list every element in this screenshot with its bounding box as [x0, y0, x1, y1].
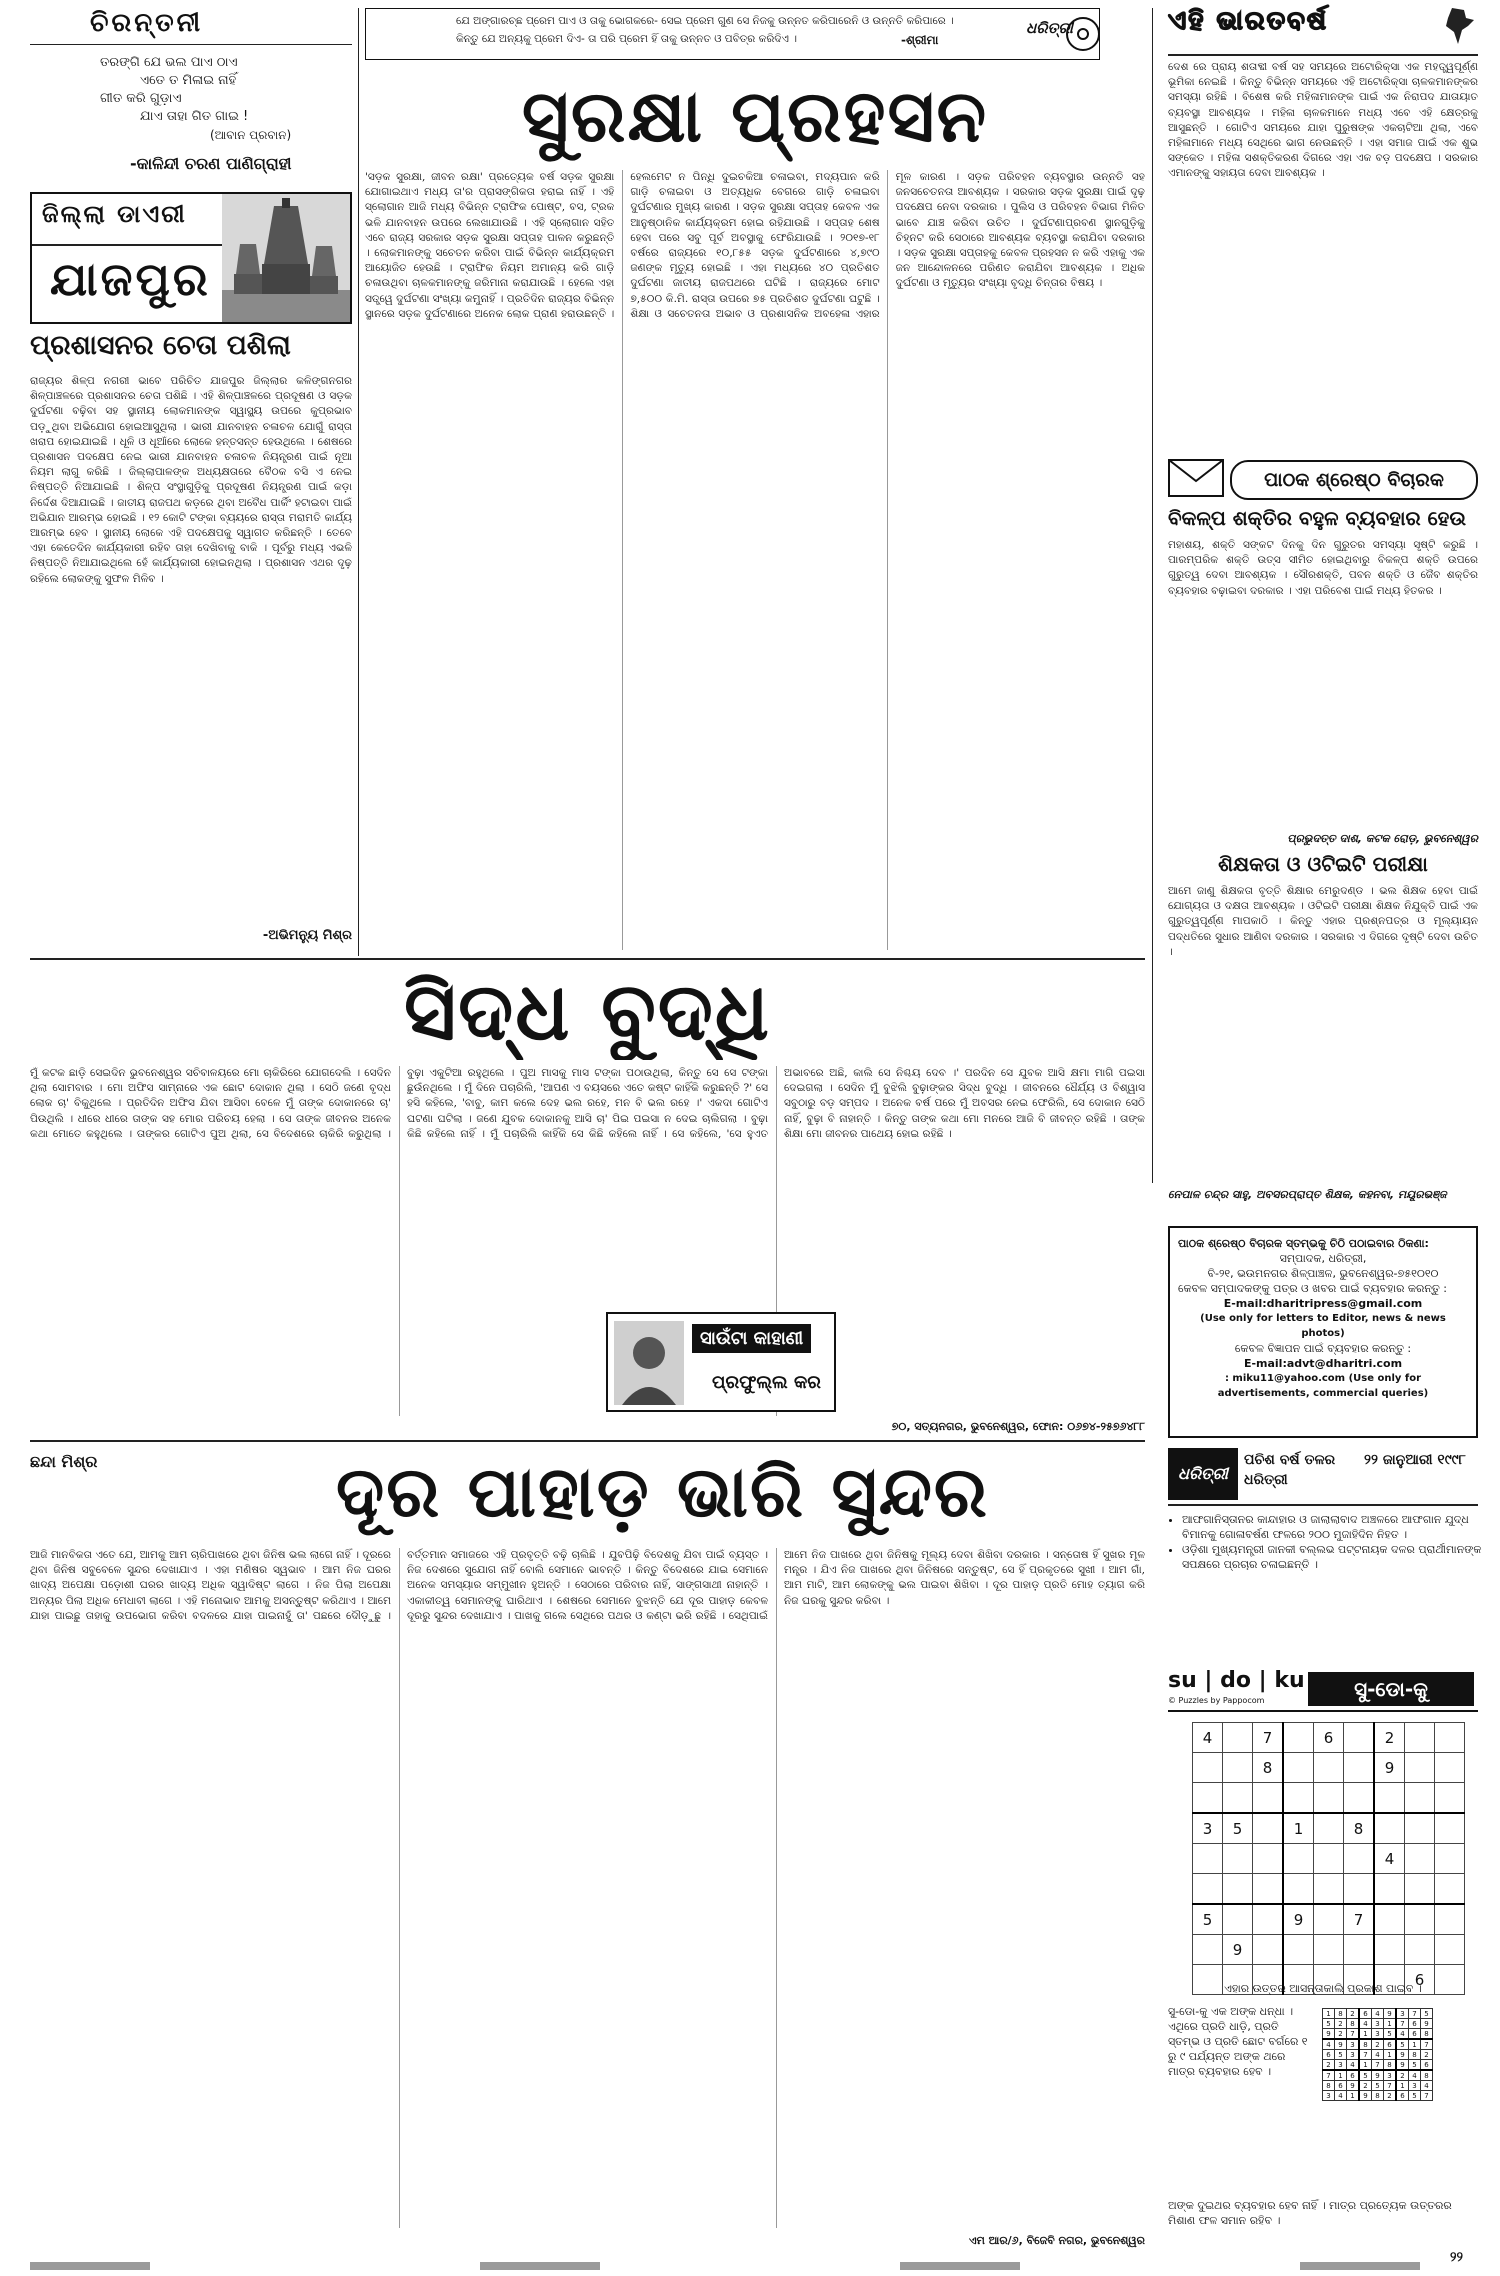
sudoku-row	[1323, 2019, 1433, 2029]
solution-cell: 8	[1421, 2029, 1433, 2040]
story2-author: -ଅଭିମନ୍ୟୁ ମିଶ୍ର	[262, 928, 352, 943]
solution-cell: 9	[1359, 2091, 1372, 2101]
sudoku-row	[1323, 2070, 1433, 2081]
story2	[30, 330, 352, 950]
sudoku-row	[1193, 1904, 1465, 1935]
sudoku-row	[1323, 2029, 1433, 2040]
solution-cell: 9	[1396, 2060, 1409, 2071]
sudoku-cell[interactable]	[1435, 1844, 1465, 1874]
solution-cell: 3	[1396, 2009, 1409, 2019]
solution-cell: 5	[1409, 2091, 1421, 2101]
contact-addr2: ବି-୨୧, ଭଉମନଗର ଶିଳ୍ପାଞ୍ଚଳ, ଭୁବନେଶ୍ୱର-୭୫୧୦୧୦	[1207, 1267, 1439, 1280]
sudoku-cell[interactable]	[1405, 1753, 1435, 1783]
sudoku-cell[interactable]	[1435, 1783, 1465, 1814]
contact-box	[1168, 1226, 1478, 1438]
solution-cell: 6	[1421, 2060, 1433, 2071]
solution-cell: 1	[1384, 2019, 1397, 2029]
contact-intro: ପାଠକ ଶ୍ରେଷ୍ଠ ବିଚାରକ ସ୍ତମ୍ଭକୁ ଚିଠି ପଠାଇବାର ଠିକଣା:	[1178, 1237, 1429, 1250]
solution-cell: 6	[1359, 2009, 1372, 2019]
sudoku-cell[interactable]	[1223, 1904, 1253, 1935]
sudoku-cell[interactable]: 9	[1283, 1904, 1314, 1935]
sudoku-cell[interactable]	[1435, 1813, 1465, 1844]
sudoku-row	[1193, 1935, 1465, 1965]
verse-line: ଏତେ ତ ମିଳାଇ ନାହିଁ	[140, 73, 237, 88]
story2-body: ରାଜ୍ୟର ଶିଳ୍ପ ନଗରୀ ଭାବେ ପରିଚିତ ଯାଜପୁର ଜିଲ୍ଲାର କଳିଙ୍ଗନଗର ଶିଳ୍ପାଞ୍ଚଳରେ ପ୍ରଶାସନର ଚେତା ପଶିଛି । ଏହି ଶିଳ୍ପାଞ୍ଚଳରେ ପ୍ରଦୂଷଣ ଓ ସଡ଼କ ଦୁର୍ଘଟଣା ବଢ଼ିବା ସହ ସ୍ଥାନୀୟ ଲୋକମାନଙ୍କ ସ୍ୱାସ୍ଥ୍ୟ ଉପରେ କୁପ୍ରଭାବ ପଡ଼ୁଥିବା ଅଭିଯୋଗ ହୋଇଆସୁଥିଲା । ଭାରୀ ଯାନବାହନ ଚଳାଚଳ ଯୋଗୁଁ ରାସ୍ତା ଖରାପ ହୋଇଯାଇଛି । ଧୂଳି ଓ ଧୂଆଁରେ ଲୋକେ ହନ୍ତସନ୍ତ ହେଉଥିଲେ । ଶେଷରେ ପ୍ରଶାସନ ପଦକ୍ଷେପ ନେଇ ଭାରୀ ଯାନବାହନ ଚଳାଚଳ ନିୟନ୍ତ୍ରଣ ପାଇଁ ନୂଆ ନିୟମ ଲାଗୁ କରିଛି । ଜିଲ୍ଲାପାଳଙ୍କ ଅଧ୍ୟକ୍ଷତାରେ ବୈଠକ ବସି ଏ ନେଇ ନିଷ୍ପତ୍ତି ନିଆଯାଇଛି । ଶିଳ୍ପ ସଂସ୍ଥାଗୁଡ଼ିକୁ ପ୍ରଦୂଷଣ ନିୟନ୍ତ୍ରଣ ପାଇଁ କଡ଼ା ନିର୍ଦ୍ଦେଶ ଦିଆଯାଇଛି । ଜାତୀୟ ରାଜପଥ କଡ଼ରେ ଥିବା ଅବୈଧ ପାର୍କିଂ ହଟାଇବା ପାଇଁ ଅଭିଯାନ ଆରମ୍ଭ ହୋଇଛି । ୧୨ କୋଟି ଟଙ୍କା ବ୍ୟୟରେ ରାସ୍ତା ମରାମତି କାର୍ଯ୍ୟ ଆରମ୍ଭ ହେବ । ସ୍ଥାନୀୟ ଲୋକେ ଏହି ପଦକ୍ଷେପକୁ ସ୍ୱାଗତ କରିଛନ୍ତି । ତେବେ ଏହା କେତେଦିନ କାର୍ଯ୍ୟକାରୀ ରହିବ ତାହା ଦେଖିବାକୁ ବାକି । ପୂର୍ବରୁ ମଧ୍ୟ ଏଭଳି ନିଷ୍ପତ୍ତି ନିଆଯାଇଥିଲେ ହେଁ କାର୍ଯ୍ୟକାରୀ ହୋଇନଥିଲା । ପ୍ରଶାସନ ଏଥର ଦୃଢ଼ ରହିଲେ ଲୋକଙ୍କୁ ସୁଫଳ ମିଳିବ ।	[30, 375, 352, 585]
solution-cell: 3	[1335, 2060, 1347, 2071]
page-number: ୨୨	[1450, 2250, 1463, 2265]
sudoku-cell[interactable]	[1374, 1783, 1405, 1814]
solution-cell: 5	[1323, 2019, 1335, 2029]
solution-cell: 2	[1323, 2060, 1335, 2071]
solution-cell: 5	[1421, 2009, 1433, 2019]
chirantani-title: ଚିରନ୍ତନୀ	[90, 8, 204, 38]
sudoku-credit: © Puzzles by Pappocom	[1168, 1696, 1265, 1705]
sudoku-cell[interactable]: 6	[1405, 1965, 1435, 1995]
column-author: ପ୍ରଫୁଲ୍ଲ କର	[712, 1372, 821, 1393]
archive-item: • ଆଫଗାନିସ୍ତାନର କାନ୍ଦାହାର ଓ ଜାଲାଲାବାଦ ଅଞ୍ଚଳରେ ଆଫଗାନ ଯୁଦ୍ଧ ବିମାନକୁ ଗୋଳାବର୍ଷଣ ଫଳରେ ୨୦୦ ମୁଜାହିଦିନ ନିହତ ।	[1182, 1512, 1492, 1542]
sudoku-cell[interactable]	[1283, 1874, 1314, 1905]
sudoku-cell[interactable]	[1344, 1874, 1375, 1905]
sudoku-footer: ଅଙ୍କ ଦୁଇଥର ବ୍ୟବହାର ହେବ ନାହିଁ । ମାତ୍ର ପ୍ରତ୍ୟେକ ଉତ୍ତରର ମିଶାଣ ଫଳ ସମାନ ରହିବ ।	[1168, 2199, 1452, 2227]
quote-box	[365, 8, 1100, 60]
chirantani-verse	[100, 54, 291, 144]
footer-bar	[480, 2262, 600, 2270]
solution-cell: 5	[1396, 2039, 1409, 2050]
solution-cell: 3	[1347, 2039, 1360, 2050]
sudoku-cell[interactable]	[1283, 1723, 1314, 1753]
solution-cell: 6	[1335, 2081, 1347, 2091]
chakra-icon	[1066, 17, 1100, 51]
sudoku-cell[interactable]	[1193, 1753, 1223, 1783]
sudoku-cell[interactable]: 7	[1253, 1723, 1284, 1753]
india-map-icon	[1438, 6, 1478, 46]
sudoku-cell[interactable]	[1253, 1844, 1284, 1874]
ad-email[interactable]: E-mail:advt@dharitri.com	[1243, 1357, 1403, 1370]
sudoku-cell[interactable]	[1435, 1935, 1465, 1965]
verse-line: ଗୀତ କରି ଗୁଡ଼ାଏ	[100, 91, 182, 106]
sudoku-row	[1193, 1783, 1465, 1814]
solution-cell: 1	[1359, 2029, 1372, 2040]
sudoku-row	[1323, 2091, 1433, 2101]
sudoku-cell[interactable]	[1223, 1844, 1253, 1874]
sudoku-cell[interactable]	[1344, 1723, 1375, 1753]
solution-cell: 5	[1359, 2070, 1372, 2081]
dharitri-logo-archive: ଧରିତ୍ରୀ	[1168, 1448, 1238, 1500]
footer-bar	[900, 2262, 1020, 2270]
solution-cell: 4	[1421, 2081, 1433, 2091]
quote-line-1: ଯେ ଅଙ୍ଗାରଚ୍ଛ ପ୍ରେମ ପାଏ ଓ ତାକୁ ଭୋଗକରେ- ସେଇ ପ୍ରେମ ଗୁଣ ସେ ନିଜକୁ ଉନ୍ନତ କରିପାରେନି ଓ ଉନ୍ନତି କରିପାରେ ।	[456, 15, 954, 27]
sudoku-cell[interactable]	[1314, 1844, 1344, 1874]
sudoku-cell[interactable]: 8	[1344, 1813, 1375, 1844]
sudoku-cell[interactable]	[1405, 1935, 1435, 1965]
solution-cell: 4	[1409, 2070, 1421, 2081]
sudoku-brand: su | do | ku	[1168, 1668, 1305, 1693]
sudoku-cell[interactable]: 9	[1374, 1753, 1405, 1783]
solution-cell: 5	[1372, 2081, 1384, 2091]
solution-cell: 1	[1409, 2039, 1421, 2050]
sudoku-header	[1168, 1668, 1478, 1712]
sudoku-cell[interactable]	[1253, 1874, 1284, 1905]
verse-line: ଯାଏ ତାହା ଗିତ ଗାଇ !	[140, 109, 249, 124]
solution-cell: 8	[1347, 2019, 1360, 2029]
solution-cell: 8	[1335, 2009, 1347, 2019]
solution-cell: 2	[1335, 2019, 1347, 2029]
sudoku-cell[interactable]	[1314, 1935, 1344, 1965]
sudoku-row	[1193, 1723, 1465, 1753]
editor-email-note: (Use only for letters to Editor, news & news photos)	[1200, 1313, 1446, 1339]
solution-cell: 5	[1335, 2050, 1347, 2060]
solution-cell: 4	[1396, 2029, 1409, 2040]
solution-cell: 2	[1359, 2081, 1372, 2091]
ad-note: କେବଳ ବିଜ୍ଞାପନ ପାଇଁ ବ୍ୟବହାର କରନ୍ତୁ :	[1234, 1342, 1412, 1355]
sudoku-cell[interactable]	[1193, 1874, 1223, 1905]
solution-cell: 6	[1384, 2039, 1397, 2050]
sudoku-cell[interactable]	[1435, 1723, 1465, 1753]
solution-cell: 7	[1421, 2091, 1433, 2101]
sudoku-cell[interactable]	[1374, 1904, 1405, 1935]
solution-cell: 1	[1359, 2060, 1372, 2071]
chirantani-box	[30, 8, 352, 186]
editor-email[interactable]: E-mail:dharitripress@gmail.com	[1223, 1297, 1423, 1310]
sudoku-cell[interactable]	[1344, 1753, 1375, 1783]
solution-cell: 4	[1323, 2039, 1335, 2050]
envelope-icon	[1168, 459, 1224, 497]
solution-cell: 9	[1396, 2050, 1409, 2060]
sudoku-cell[interactable]	[1405, 1904, 1435, 1935]
solution-cell: 7	[1359, 2050, 1372, 2060]
column-byline-box	[606, 1312, 836, 1412]
story4-headline: ଦୂର ପାହାଡ଼ ଭାରି ସୁନ୍ଦର	[336, 1451, 989, 1533]
story1-body: 'ସଡ଼କ ସୁରକ୍ଷା, ଜୀବନ ରକ୍ଷା' ପ୍ରତ୍ୟେକ ବର୍ଷ ସଡ଼କ ସୁରକ୍ଷା ଯୋଗାଇଥାଏ ମଧ୍ୟ ତା'ର ପ୍ରାସଙ୍ଗିକତା ହରାଇ ନାହିଁ । ଏହି ସ୍ଲୋଗାନ ଆଜି ମଧ୍ୟ ବିଭିନ୍ନ ଟ୍ରାଫିକ ପୋଷ୍ଟ, ବସ, ଟ୍ରକ ଭଳି ଯାନବାହନ ଉପରେ ଲେଖାଯାଉଛି । ଏହି ସ୍ଲୋଗାନ ସହିତ ଏବେ ରାଜ୍ୟ ସରକାର ସଡ଼କ ସୁରକ୍ଷା ସପ୍ତାହ ପାଳନ କରୁଛନ୍ତି । ଲୋକମାନଙ୍କୁ ସଚେତନ କରିବା ପାଇଁ ବିଭିନ୍ନ କାର୍ଯ୍ୟକ୍ରମ ଆୟୋଜିତ ହେଉଛି । ଟ୍ରାଫିକ ନିୟମ ଅମାନ୍ୟ କରି ଗାଡ଼ି ଚଳାଉଥିବା ଚାଳକମାନଙ୍କୁ ଜରିମାନା କରାଯାଉଛି । ହେଲେ ଏହା ସତ୍ତ୍ୱେ ଦୁର୍ଘଟଣା ସଂଖ୍ୟା କମୁନାହିଁ । ପ୍ରତିଦିନ ରାଜ୍ୟର ବିଭିନ୍ନ ସ୍ଥାନରେ ସଡ଼କ ଦୁର୍ଘଟଣାରେ ଅନେକ ଲୋକ ପ୍ରାଣ ହରାଉଛନ୍ତି । ହେଲମେଟ ନ ପିନ୍ଧି ଦୁଇଚକିଆ ଚଳାଇବା, ମଦ୍ୟପାନ କରି ଗାଡ଼ି ଚଳାଇବା ଓ ଅତ୍ୟଧିକ ବେଗରେ ଗାଡ଼ି ଚଳାଇବା ଦୁର୍ଘଟଣାର ମୁଖ୍ୟ କାରଣ । ସଡ଼କ ସୁରକ୍ଷା ସପ୍ତାହ କେବଳ ଏକ ଆନୁଷ୍ଠାନିକ କାର୍ଯ୍ୟକ୍ରମ ହୋଇ ରହିଯାଉଛି । ସପ୍ତାହ ଶେଷ ହେବା ପରେ ସବୁ ପୂର୍ବ ଅବସ୍ଥାକୁ ଫେରିଯାଉଛି । ୨୦୧୭-୧୮ ବର୍ଷରେ ରାଜ୍ୟରେ ୧୦,୮୫୫ ସଡ଼କ ଦୁର୍ଘଟଣାରେ ୪,୭୯୦ ଜଣଙ୍କ ମୃତ୍ୟୁ ହୋଇଛି । ଏହା ମଧ୍ୟରେ ୪୦ ପ୍ରତିଶତ ଦୁର୍ଘଟଣା ଜାତୀୟ ରାଜପଥରେ ଘଟିଛି । ରାଜ୍ୟରେ ମୋଟ ୭,୫୦୦ କି.ମି. ରାସ୍ତା ଉପରେ ୭୫ ପ୍ରତିଶତ ଦୁର୍ଘଟଣା ଘଟୁଛି । ଶିକ୍ଷା ଓ ସଚେତନତା ଅଭାବ ଓ ପ୍ରଶାସନିକ ଅବହେଳା ଏହାର ମୂଳ କାରଣ । ସଡ଼କ ପରିବହନ ବ୍ୟବସ୍ଥାର ଉନ୍ନତି ସହ ଜନସଚେତନତା ଆବଶ୍ୟକ । ସରକାର ସଡ଼କ ସୁରକ୍ଷା ପାଇଁ ଦୃଢ଼ ପଦକ୍ଷେପ ନେବା ଦରକାର । ପୁଲିସ ଓ ପରିବହନ ବିଭାଗ ମିଳିତ ଭାବେ ଯାଞ୍ଚ କରିବା ଉଚିତ । ଦୁର୍ଘଟଣାପ୍ରବଣ ସ୍ଥାନଗୁଡ଼ିକୁ ଚିହ୍ନଟ କରି ସେଠାରେ ଆବଶ୍ୟକ ବ୍ୟବସ୍ଥା କରାଯିବା ଦରକାର । ସଡ଼କ ସୁରକ୍ଷା ସପ୍ତାହକୁ କେବଳ ପ୍ରହସନ ନ କରି ଏହାକୁ ଏକ ଜନ ଆନ୍ଦୋଳନରେ ପରିଣତ କରାଯିବା ଆବଶ୍ୟକ । ଅଧିକ ଦୁର୍ଘଟଣା ଓ ମୃତ୍ୟୁର ସଂଖ୍ୟା ବୃଦ୍ଧି ଚିନ୍ତାର ବିଷୟ ।	[365, 171, 1145, 320]
sudoku-row	[1323, 2039, 1433, 2050]
sudoku-cell[interactable]	[1283, 1844, 1314, 1874]
solution-cell: 3	[1347, 2050, 1360, 2060]
solution-cell: 9	[1323, 2029, 1335, 2040]
solution-cell: 1	[1347, 2091, 1360, 2101]
solution-cell: 8	[1323, 2081, 1335, 2091]
sudoku-cell[interactable]	[1405, 1844, 1435, 1874]
story3-body: ମୁଁ କଟକ ଛାଡ଼ି ସେଇଦିନ ଭୁବନେଶ୍ୱର ସଚିବାଳୟରେ ମୋ ଚାକିରିରେ ଯୋଗଦେଲି । ସେଦିନ ଥିଲା ସୋମବାର । ମୋ ଅଫିସ ସାମ୍ନାରେ ଏକ ଛୋଟ ଦୋକାନ ଥିଲା । ସେଠି ଜଣେ ବୃଦ୍ଧ ଲୋକ ଚା' ବିକୁଥିଲେ । ପ୍ରତିଦିନ ଅଫିସ ଯିବା ଆସିବା ବେଳେ ମୁଁ ତାଙ୍କ ଦୋକାନରେ ଚା' ପିଉଥିଲି । ଧୀରେ ଧୀରେ ତାଙ୍କ ସହ ମୋର ପରିଚୟ ହେଲା । ସେ ତାଙ୍କ ଜୀବନର ଅନେକ କଥା ମୋତେ କହୁଥିଲେ । ତାଙ୍କର ଗୋଟିଏ ପୁଅ ଥିଲା, ସେ ବିଦେଶରେ ଚାକିରି କରୁଥିଲା । ବୁଢ଼ା ଏକୁଟିଆ ରହୁଥିଲେ । ପୁଅ ମାସକୁ ମାସ ଟଙ୍କା ପଠାଉଥିଲା, କିନ୍ତୁ ସେ ସେ ଟଙ୍କା ଛୁଉଁନଥିଲେ । ମୁଁ ଦିନେ ପଚାରିଲି, 'ଆପଣ ଏ ବୟସରେ ଏତେ କଷ୍ଟ କାହିଁକି କରୁଛନ୍ତି ?' ସେ ହସି କହିଲେ, 'ବାବୁ, କାମ କଲେ ଦେହ ଭଲ ରହେ, ମନ ବି ଭଲ ରହେ ।' ଏକଦା ଗୋଟିଏ ଘଟଣା ଘଟିଲା । ଜଣେ ଯୁବକ ଦୋକାନକୁ ଆସି ଚା' ପିଇ ପଇସା ନ ଦେଇ ଚାଲିଗଲା । ବୁଢ଼ା କିଛି କହିଲେ ନାହିଁ । ମୁଁ ପଚାରିଲି କାହିଁକି ସେ କିଛି କହିଲେ ନାହିଁ । ସେ କହିଲେ, 'ସେ ହୁଏତ ଅଭାବରେ ଅଛି, କାଲି ସେ ନିଶ୍ଚୟ ଦେବ ।' ପରଦିନ ସେ ଯୁବକ ଆସି କ୍ଷମା ମାଗି ପଇସା ଦେଇଗଲା । ସେଦିନ ମୁଁ ବୁଝିଲି ବୁଢ଼ାଙ୍କର ସିଦ୍ଧ ବୁଦ୍ଧି । ଜୀବନରେ ଧୈର୍ଯ୍ୟ ଓ ବିଶ୍ୱାସ ସବୁଠାରୁ ବଡ଼ ସମ୍ପଦ । ଅନେକ ବର୍ଷ ପରେ ମୁଁ ଅବସର ନେଇ ଫେରିଲି, ସେ ଦୋକାନ ସେଠି ନାହିଁ, ବୁଢ଼ା ବି ନାହାନ୍ତି । କିନ୍ତୁ ତାଙ୍କ କଥା ମୋ ମନରେ ଆଜି ବି ଜୀବନ୍ତ ରହିଛି । ତାଙ୍କ ଶିକ୍ଷା ମୋ ଜୀବନର ପାଥେୟ ହୋଇ ରହିଛି ।	[30, 1067, 1145, 1140]
sudoku-cell[interactable]	[1405, 1723, 1435, 1753]
sudoku-cell[interactable]: 1	[1283, 1813, 1314, 1844]
story3-headline: ସିଦ୍ଧ ବୁଦ୍ଧି	[404, 965, 771, 1058]
right-intro: ଦେଶ ରେ ପ୍ରାୟ ଶତାବ୍ଦୀ ବର୍ଷ ସହ ସମୟରେ ଅଟୋରିକ୍ସା ଏକ ମହତ୍ତ୍ୱପୂର୍ଣ୍ଣ ଭୂମିକା ନେଇଛି । କିନ୍ତୁ ବିଭିନ୍ନ ସମୟରେ ଏହି ଅଟୋରିକ୍ସା ଚାଳକମାନଙ୍କର ସମସ୍ୟା ରହିଛି । ବିଶେଷ କରି ମହିଳାମାନଙ୍କ ପାଇଁ ଏକ ନିରାପଦ ଯାତାୟାତ ବ୍ୟବସ୍ଥା ଆବଶ୍ୟକ । ମହିଳା ଚାଳକମାନେ ମଧ୍ୟ ଏବେ ଏହି କ୍ଷେତ୍ରକୁ ଆସୁଛନ୍ତି । ଗୋଟିଏ ସମୟରେ ଯାହା ପୁରୁଷଙ୍କ ଏକଚାଟିଆ ଥିଲା, ଏବେ ମହିଳାମାନେ ମଧ୍ୟ ସେଥିରେ ଭାଗ ନେଉଛନ୍ତି । ଏହା ସମାଜ ପାଇଁ ଏକ ଶୁଭ ସଙ୍କେତ । ମହିଳା ସଶକ୍ତିକରଣ ଦିଗରେ ଏହା ଏକ ବଡ଼ ପଦକ୍ଷେପ । ସରକାର ଏମାନଙ୍କୁ ସହାୟତା ଦେବା ଆବଶ୍ୟକ ।	[1168, 61, 1478, 180]
story4-section: ଛନ୍ଦା ମିଶ୍ର	[30, 1452, 98, 1471]
solution-cell: 6	[1409, 2019, 1421, 2029]
solution-cell: 8	[1384, 2060, 1397, 2071]
sudoku-cell[interactable]	[1314, 1874, 1344, 1905]
solution-cell: 7	[1396, 2019, 1409, 2029]
sudoku-cell[interactable]	[1435, 1874, 1465, 1905]
solution-cell: 4	[1347, 2060, 1360, 2071]
solution-cell: 1	[1396, 2081, 1409, 2091]
solution-cell: 9	[1335, 2039, 1347, 2050]
sudoku-cell[interactable]	[1405, 1783, 1435, 1814]
sudoku-cell[interactable]	[1405, 1874, 1435, 1905]
jilla-diary-banner	[30, 192, 352, 324]
solution-cell: 6	[1396, 2091, 1409, 2101]
sudoku-title: ସୁ-ଡୋ-କୁ	[1308, 1672, 1474, 1706]
solution-cell: 7	[1409, 2009, 1421, 2019]
sudoku-row	[1323, 2081, 1433, 2091]
solution-cell: 7	[1384, 2081, 1397, 2091]
solution-cell: 1	[1384, 2050, 1397, 2060]
footer-bar	[30, 2262, 150, 2270]
sudoku-cell[interactable]	[1344, 1935, 1375, 1965]
sudoku-row	[1323, 2050, 1433, 2060]
sudoku-cell[interactable]	[1314, 1783, 1344, 1814]
letters-header	[1168, 456, 1478, 500]
sudoku-cell[interactable]	[1223, 1753, 1253, 1783]
solution-cell: 1	[1335, 2070, 1347, 2081]
letter1-body: ମହାଶୟ, ଶକ୍ତି ସଙ୍କଟ ଦିନକୁ ଦିନ ଗୁରୁତର ସମସ୍ୟା ସୃଷ୍ଟି କରୁଛି । ପାରମ୍ପରିକ ଶକ୍ତି ଉତ୍ସ ସୀମିତ ହୋଇଥିବାରୁ ବିକଳ୍ପ ଶକ୍ତି ଉପରେ ଗୁରୁତ୍ୱ ଦେବା ଆବଶ୍ୟକ । ସୌରଶକ୍ତି, ପବନ ଶକ୍ତି ଓ ଜୈବ ଶକ୍ତିର ବ୍ୟବହାର ବଢ଼ାଇବା ଦରକାର । ଏହା ପରିବେଶ ପାଇଁ ମଧ୍ୟ ହିତକର ।	[1168, 539, 1478, 597]
sudoku-cell[interactable]	[1374, 1874, 1405, 1905]
story1-headline: ସୁରକ୍ଷା ପ୍ରହସନ	[521, 74, 989, 158]
solution-cell: 3	[1409, 2081, 1421, 2091]
letter1-title: ବିକଳ୍ପ ଶକ୍ତିର ବହୁଳ ବ୍ୟବହାର ହେଉ	[1168, 506, 1466, 530]
letter2-author: ନେପାଳ ଚନ୍ଦ୍ର ସାହୁ, ଅବସରପ୍ରାପ୍ତ ଶିକ୍ଷକ, କହନବା, ମୟୂରଭଞ୍ଜ	[1168, 1188, 1447, 1201]
solution-cell: 2	[1347, 2009, 1360, 2019]
temple-image	[222, 194, 350, 322]
sudoku-cell[interactable]	[1435, 1753, 1465, 1783]
solution-cell: 2	[1421, 2050, 1433, 2060]
sudoku-cell[interactable]: 5	[1193, 1904, 1223, 1935]
sudoku-rules: ସୁ-ଡୋ-କୁ ଏକ ଅଙ୍କ ଧନ୍ଧା । ଏଥିରେ ପ୍ରତି ଧାଡ଼ି, ପ୍ରତି ସ୍ତମ୍ଭ ଓ ପ୍ରତି ଛୋଟ ବର୍ଗରେ ୧ ରୁ ୯ ପର୍ଯ୍ୟନ୍ତ ଅଙ୍କ ଥରେ ମାତ୍ର ବ୍ୟବହାର ହେବ ।	[1168, 2005, 1308, 2078]
sudoku-cell[interactable]	[1253, 1904, 1284, 1935]
archive-item: • ଓଡ଼ିଶା ମୁଖ୍ୟମନ୍ତ୍ରୀ ଜାନକୀ ବଲ୍ଲଭ ପଟ୍ଟନାୟକ ଦଳର ପ୍ରାର୍ଥୀମାନଙ୍କ ସପକ୍ଷରେ ପ୍ରଚାର ଚଳାଇଛନ୍ତି ।	[1182, 1542, 1492, 1572]
column-label: ସାଉଁଟା କାହାଣୀ	[692, 1324, 811, 1353]
sudoku-cell[interactable]: 8	[1253, 1753, 1284, 1783]
solution-cell: 7	[1421, 2039, 1433, 2050]
sudoku-cell[interactable]: 4	[1193, 1723, 1223, 1753]
footer-bar	[1300, 2262, 1420, 2270]
bharatbarsha-title: ଏହି ଭାରତବର୍ଷ	[1168, 6, 1329, 36]
solution-cell: 3	[1372, 2029, 1384, 2040]
solution-cell: 4	[1372, 2009, 1384, 2019]
sudoku-cell[interactable]: 6	[1314, 1723, 1344, 1753]
sudoku-grid[interactable]	[1192, 1722, 1465, 1995]
sudoku-cell[interactable]: 2	[1374, 1723, 1405, 1753]
sudoku-cell[interactable]	[1314, 1753, 1344, 1783]
solution-cell: 3	[1323, 2091, 1335, 2101]
sudoku-cell[interactable]: 7	[1344, 1904, 1375, 1935]
verse-line: ତରଙ୍ଗି ଯେ ଭଲ ପାଏ ଠାଏ	[100, 55, 238, 70]
sudoku-cell[interactable]: 3	[1193, 1813, 1223, 1844]
sudoku-cell[interactable]	[1223, 1783, 1253, 1814]
solution-cell: 5	[1409, 2060, 1421, 2071]
solution-cell: 2	[1396, 2070, 1409, 2081]
sudoku-cell[interactable]	[1223, 1874, 1253, 1905]
sudoku-cell[interactable]	[1344, 1844, 1375, 1874]
sudoku-cell[interactable]	[1283, 1753, 1314, 1783]
solution-cell: 1	[1323, 2009, 1335, 2019]
solution-cell: 8	[1409, 2050, 1421, 2060]
letters-title: ପାଠକ ଶ୍ରେଷ୍ଠ ବିଚାରକ	[1230, 460, 1478, 500]
author-portrait	[614, 1321, 684, 1405]
solution-cell: 9	[1372, 2070, 1384, 2081]
solution-cell: 6	[1323, 2050, 1335, 2060]
bharatbarsha-header	[1168, 6, 1478, 52]
letter2-title: ଶିକ୍ଷକତା ଓ ଓଟିଇଟି ପରୀକ୍ଷା	[1218, 852, 1428, 876]
sudoku-cell[interactable]	[1253, 1935, 1284, 1965]
solution-cell: 8	[1421, 2070, 1433, 2081]
story3-address: ୭୦, ସତ୍ୟନଗର, ଭୁବନେଶ୍ୱର, ଫୋନ: ୦୬୭୪-୨୫୭୬୪୮୮	[891, 1420, 1145, 1433]
sudoku-cell[interactable]	[1283, 1783, 1314, 1814]
solution-cell: 8	[1372, 2091, 1384, 2101]
sudoku-row	[1193, 1813, 1465, 1844]
quote-line-2: କିନ୍ତୁ ଯେ ଅନ୍ୟକୁ ପ୍ରେମ ଦିଏ- ତା ପରି ପ୍ରେମ ହିଁ ତାକୁ ଉନ୍ନତ ଓ ପବିତ୍ର କରିଦିଏ ।	[456, 33, 797, 45]
solution-cell: 7	[1372, 2060, 1384, 2071]
archive-list	[1168, 1512, 1492, 1572]
solution-cell: 3	[1384, 2070, 1397, 2081]
story4-address: ଏମ ଆର/୬, ବିଜେବି ନଗର, ଭୁବନେଶ୍ୱର	[968, 2234, 1145, 2247]
contact-addr1: ସମ୍ପାଦକ, ଧରିତ୍ରୀ,	[1279, 1252, 1367, 1265]
sudoku-cell[interactable]	[1374, 1813, 1405, 1844]
sudoku-row	[1193, 1844, 1465, 1874]
dharitri-logo-small: ଧରିତ୍ରୀ	[1026, 19, 1073, 37]
letter1-author: ପ୍ରଭୁଦତ୍ତ ଦାଶ, କଟକ ରୋଡ଼, ଭୁବନେଶ୍ୱର	[1287, 832, 1478, 845]
chirantani-author: -କାଳିନ୍ଦୀ ଚରଣ ପାଣିଗ୍ରାହୀ	[130, 154, 292, 173]
contact-note: କେବଳ ସମ୍ପାଦକଙ୍କୁ ପତ୍ର ଓ ଖବର ପାଇଁ ବ୍ୟବହାର କରନ୍ତୁ :	[1178, 1282, 1448, 1295]
solution-cell: 2	[1372, 2039, 1384, 2050]
sudoku-row	[1323, 2009, 1433, 2019]
sudoku-cell[interactable]	[1405, 1813, 1435, 1844]
sudoku-cell[interactable]	[1314, 1904, 1344, 1935]
solution-cell: 6	[1409, 2029, 1421, 2040]
solution-cell: 6	[1347, 2070, 1360, 2081]
sudoku-cell[interactable]	[1283, 1935, 1314, 1965]
ad-email-alt[interactable]: : miku11@yahoo.com (Use only for advertisements, commercial queries)	[1217, 1373, 1429, 1399]
jilla-diary-label: ଜିଲ୍ଲା ଡାଏରୀ	[42, 200, 187, 228]
sudoku-cell[interactable]	[1193, 1844, 1223, 1874]
sudoku-cell[interactable]: 4	[1374, 1844, 1405, 1874]
solution-cell: 9	[1384, 2009, 1397, 2019]
archive-date: ୨୨ ଜାନୁଆରୀ ୧୯୯୮	[1364, 1452, 1466, 1468]
solution-cell: 7	[1323, 2070, 1335, 2081]
solution-cell: 2	[1335, 2029, 1347, 2040]
sudoku-cell[interactable]: 5	[1223, 1813, 1253, 1844]
story4-body: ଆଜି ମାନବିକତା ଏତେ ଯେ, ଆମକୁ ଆମ ଚାରିପାଖରେ ଥିବା ଜିନିଷ ଭଲ ଲାଗେ ନାହିଁ । ଦୂରରେ ଥିବା ଜିନିଷ ସବୁବେଳେ ସୁନ୍ଦର ଦେଖାଯାଏ । ଏହା ମଣିଷର ସ୍ୱଭାବ । ଆମ ନିଜ ଘରର ଖାଦ୍ୟ ଅପେକ୍ଷା ପଡ଼ୋଶୀ ଘରର ଖାଦ୍ୟ ଅଧିକ ସ୍ୱାଦିଷ୍ଟ ଲାଗେ । ନିଜ ପିଲା ଅପେକ୍ଷା ଅନ୍ୟର ପିଲା ଅଧିକ ମେଧାବୀ ଲାଗେ । ଏହି ମନୋଭାବ ଆମକୁ ଅସନ୍ତୁଷ୍ଟ କରିଥାଏ । ଆମେ ଯାହା ପାଇଛୁ ତାହାକୁ ଉପଭୋଗ କରିବା ବଦଳରେ ଯାହା ପାଇନାହୁଁ ତା' ପଛରେ ଦୌଡ଼ୁଛୁ । ବର୍ତ୍ତମାନ ସମାଜରେ ଏହି ପ୍ରବୃତ୍ତି ବଢ଼ି ଚାଲିଛି । ଯୁବପିଢ଼ି ବିଦେଶକୁ ଯିବା ପାଇଁ ବ୍ୟସ୍ତ । ନିଜ ଦେଶରେ ସୁଯୋଗ ନାହିଁ ବୋଲି ସେମାନେ ଭାବନ୍ତି । କିନ୍ତୁ ବିଦେଶରେ ଯାଇ ସେମାନେ ଅନେକ ସମସ୍ୟାର ସମ୍ମୁଖୀନ ହୁଅନ୍ତି । ସେଠାରେ ପରିବାର ନାହିଁ, ସାଙ୍ଗସାଥୀ ନାହାନ୍ତି । ଏକାକୀତ୍ୱ ସେମାନଙ୍କୁ ଘାରିଥାଏ । ଶେଷରେ ସେମାନେ ବୁଝନ୍ତି ଯେ ଦୂର ପାହାଡ଼ କେବଳ ଦୂରରୁ ସୁନ୍ଦର ଦେଖାଯାଏ । ପାଖକୁ ଗଲେ ସେଥିରେ ପଥର ଓ କଣ୍ଟା ଭରି ରହିଛି । ସେଥିପାଇଁ ଆମେ ନିଜ ପାଖରେ ଥିବା ଜିନିଷକୁ ମୂଲ୍ୟ ଦେବା ଶିଖିବା ଦରକାର । ସନ୍ତୋଷ ହିଁ ସୁଖର ମୂଳ ମନ୍ତ୍ର । ଯିଏ ନିଜ ପାଖରେ ଥିବା ଜିନିଷରେ ସନ୍ତୁଷ୍ଟ, ସେ ହିଁ ପ୍ରକୃତରେ ସୁଖୀ । ଆମ ଗାଁ, ଆମ ମାଟି, ଆମ ଲୋକଙ୍କୁ ଭଲ ପାଇବା ଶିଖିବା । ଦୂର ପାହାଡ଼ ପ୍ରତି ମୋହ ତ୍ୟାଗ କରି ନିଜ ଘରକୁ ସୁନ୍ଦର କରିବା ।	[30, 1549, 1145, 1622]
sudoku-cell[interactable]	[1435, 1904, 1465, 1935]
solution-cell: 2	[1384, 2091, 1397, 2101]
sudoku-cell[interactable]	[1374, 1935, 1405, 1965]
solution-cell: 3	[1372, 2019, 1384, 2029]
solution-cell: 4	[1335, 2091, 1347, 2101]
sudoku-cell[interactable]	[1253, 1783, 1284, 1814]
story2-headline: ପ୍ରଶାସନର ଚେତା ପଶିଲା	[30, 330, 291, 361]
sudoku-cell[interactable]: 9	[1223, 1935, 1253, 1965]
sudoku-note: ଏହାର ଉତ୍ତର ଆସନ୍ତାକାଲି ପ୍ରକାଶ ପାଇବ ।	[1224, 1982, 1422, 1995]
verse-source: (ଆବାନ ପ୍ରବାନ)	[210, 128, 292, 142]
sudoku-row	[1193, 1874, 1465, 1905]
sudoku-cell[interactable]	[1314, 1813, 1344, 1844]
quote-attribution: -ଶ୍ରୀମା	[901, 33, 939, 47]
sudoku-row	[1323, 2060, 1433, 2071]
sudoku-cell[interactable]	[1344, 1783, 1375, 1814]
solution-cell: 5	[1384, 2029, 1397, 2040]
solution-cell: 8	[1359, 2039, 1372, 2050]
solution-cell: 9	[1421, 2019, 1433, 2029]
sudoku-cell[interactable]	[1193, 1783, 1223, 1814]
solution-cell: 7	[1347, 2029, 1360, 2040]
solution-cell: 9	[1347, 2081, 1360, 2091]
district-name: ଯାଜପୁର	[50, 252, 211, 306]
sudoku-solution	[1322, 2008, 1433, 2101]
sudoku-cell[interactable]	[1193, 1935, 1223, 1965]
sudoku-cell[interactable]	[1223, 1723, 1253, 1753]
sudoku-row	[1193, 1753, 1465, 1783]
archive-box	[1168, 1448, 1482, 1658]
archive-label: ପଚିଶ ବର୍ଷ ତଳର ଧରିତ୍ରୀ	[1244, 1452, 1336, 1488]
solution-cell: 4	[1359, 2019, 1372, 2029]
letter2-body: ଆମେ ଜାଣୁ ଶିକ୍ଷକତା ବୃତ୍ତି ଶିକ୍ଷାର ମେରୁଦଣ୍ଡ । ଭଲ ଶିକ୍ଷକ ହେବା ପାଇଁ ଯୋଗ୍ୟତା ଓ ଦକ୍ଷତା ଆବଶ୍ୟକ । ଓଟିଇଟି ପରୀକ୍ଷା ଶିକ୍ଷକ ନିଯୁକ୍ତି ପାଇଁ ଏକ ଗୁରୁତ୍ୱପୂର୍ଣ୍ଣ ମାପକାଠି । କିନ୍ତୁ ଏହାର ପ୍ରଶ୍ନପତ୍ର ଓ ମୂଲ୍ୟାୟନ ପଦ୍ଧତିରେ ସୁଧାର ଆଣିବା ଦରକାର । ସରକାର ଏ ଦିଗରେ ଦୃଷ୍ଟି ଦେବା ଉଚିତ ।	[1168, 885, 1478, 958]
solution-cell: 4	[1372, 2050, 1384, 2060]
sudoku-cell[interactable]	[1253, 1813, 1284, 1844]
